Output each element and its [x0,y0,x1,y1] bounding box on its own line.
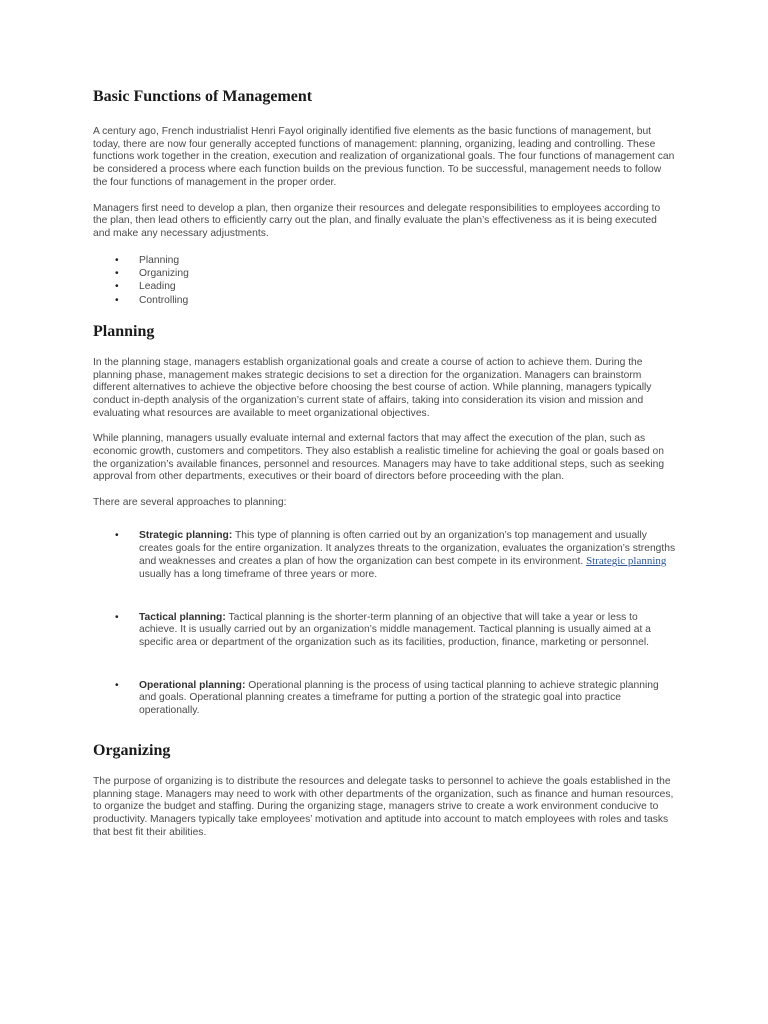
planning-heading: Planning [93,322,155,340]
organizing-paragraph-1: The purpose of organizing is to distribute the resources and delegate tasks to personnel to achieve the goals established in the planning stage. Managers may need to work with other departments of the organization, such as finance and human resources, to organize the budget and staffing. During the organizing stage, managers strive to create a work environment conducive to productivity. Managers typically take employees’ motivation and aptitude into account to match employees with roles and tasks that best fit their abilities. [93,775,674,838]
planning-approaches-list [93,530,676,718]
approach-text-tail: usually has a long timeframe of three years or more. [139,568,378,580]
list-item-operational-planning [115,680,676,718]
list-item: • Organizing [115,267,676,280]
approach-term: Operational planning: [139,679,246,691]
approach-text: This type of planning is often carried out by an organization’s top management and usually creates goals for the entire organization. It analyzes threats to the organization, evaluates the organization’s strengths and weaknesses and creates a plan of how the organization can best compete in its environment. [139,529,676,568]
document-title: Basic Functions of Management [93,88,313,105]
planning-paragraph-2: While planning, managers usually evaluate internal and external factors that may affect the execution of the plan, such as economic growth, customers and competitors. They also establish a realistic timeline for achieving the goal or goals based on the organization’s available finances, personnel and resources. Managers may have to take additional steps, such as seeking approval from other departments, executives or their board of directors before proceeding with the plan. [93,433,665,483]
list-item-tactical-planning [115,612,676,650]
strategic-planning-link[interactable]: Strategic planning [586,555,667,568]
intro-paragraph-1: A century ago, French industrialist Henri Fayol originally identified five elements as the basic functions of management, but today, there are now four generally accepted functions of management: planning, organizing, leading and controlling. These functions work together in the creation, execution and realization of organizational goals. The four functions of management can be considered a process where each function builds on the previous function. To be successful, management needs to follow the four functions of management in the proper order. [93,126,675,188]
list-item-strategic-planning [115,530,676,582]
intro-paragraph-2: Managers first need to develop a plan, then organize their resources and delegate responsibilities to employees according to the plan, then lead others to efficiently carry out the plan, and finally evaluate the plan’s effectiveness as it is being executed and make any necessary adjustments. [93,202,661,239]
approach-term: Tactical planning: [139,611,226,623]
planning-paragraph-3: There are several approaches to planning: [93,497,287,509]
planning-paragraph-1: In the planning stage, managers establish organizational goals and create a course of action to achieve them. During the planning phase, management makes strategic decisions to set a direction for the organization. Managers can brainstorm different alternatives to achieve the objective before choosing the best course of action. While planning, managers typically conduct in-depth analysis of the organization’s current state of affairs, taking into consideration its vision and mission and evaluating what resources are available to meet organizational objectives. [93,356,652,419]
list-item: • Leading [115,280,676,293]
functions-list [93,254,676,307]
list-item: • Controlling [115,294,676,307]
approach-term: Strategic planning: [139,529,233,541]
approach-text: Operational planning is the process of using tactical planning to achieve strategic planning and goals. Operational planning creates a timeframe for putting a portion of the strategic goal into practice operationally. [139,679,659,717]
approach-text: Tactical planning is the shorter-term planning of an objective that will take a year or less to achieve. It is usually carried out by an organization’s middle management. Tactical planning is usually aimed at a specific area or department of the organization such as its facilities, production, finance, marketing or personnel. [139,611,651,649]
organizing-heading: Organizing [93,741,171,759]
list-item: • Planning [115,254,676,267]
